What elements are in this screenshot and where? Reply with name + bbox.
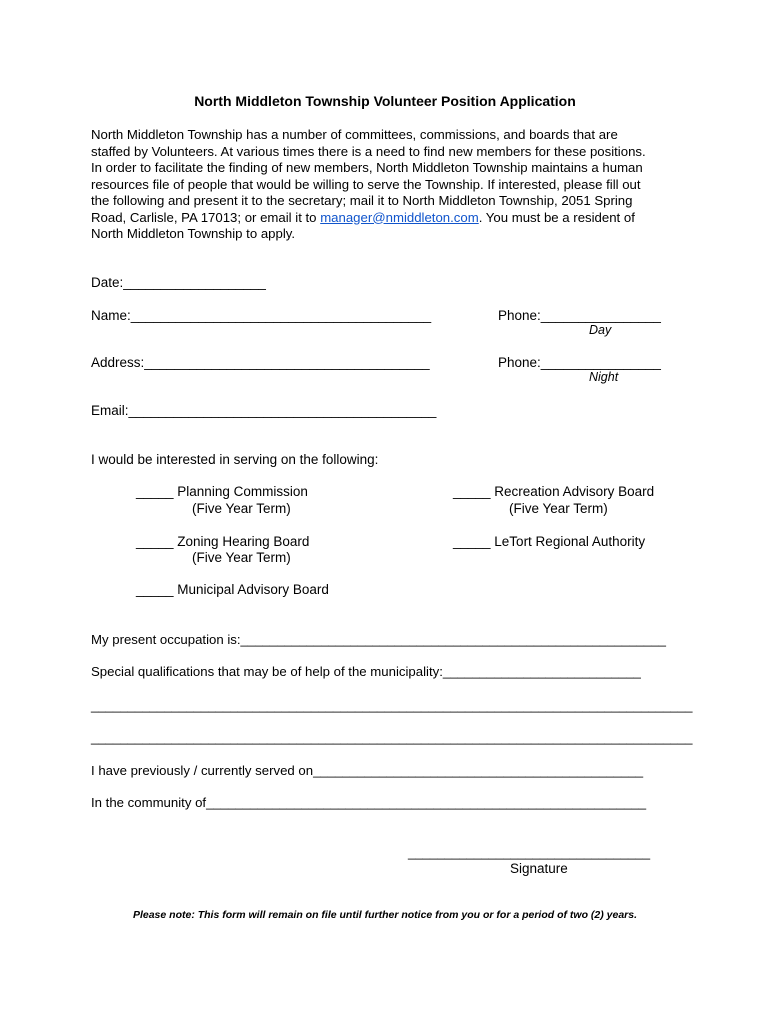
intro-line — [91, 210, 691, 227]
zoning-term: (Five Year Term) — [192, 550, 291, 565]
planning-term: (Five Year Term) — [192, 501, 291, 516]
footer-note: Please note: This form will remain on file until further notice from you or for a period of two (2) years. — [132, 909, 638, 921]
planning-commission-option[interactable]: _____ Planning Commission — [136, 484, 308, 499]
community-field[interactable]: In the community of____________________________________________________________ — [91, 795, 647, 810]
qualifications-line-1[interactable]: __________________________________________________________________________________ — [91, 698, 693, 713]
intro-line: North Middleton Township has a number of committees, commissions, and boards that are — [91, 127, 618, 142]
phone-night-label: Night — [589, 370, 619, 384]
email-link[interactable]: manager@nmiddleton.com — [320, 209, 479, 225]
intro-line: staffed by Volunteers. At various times there is a need to find new members for these positions. — [91, 143, 646, 159]
page-title: North Middleton Township Volunteer Position Application — [194, 93, 576, 109]
intro-line: resources file of people that would be willing to serve the Township. If interested, please fill out — [91, 176, 641, 192]
address-field[interactable]: Address:______________________________________ — [91, 355, 430, 370]
recreation-advisory-option[interactable]: _____ Recreation Advisory Board — [453, 484, 655, 499]
signature-label: Signature — [510, 861, 568, 876]
served-on-field[interactable]: I have previously / currently served on_____________________________________________ — [91, 763, 644, 778]
intro-line: In order to facilitate the finding of new members, North Middleton Township maintains a human — [91, 160, 643, 175]
qualifications-field[interactable]: Special qualifications that may be of help of the municipality:___________________________ — [91, 664, 641, 679]
zoning-hearing-option[interactable]: _____ Zoning Hearing Board — [136, 534, 310, 549]
phone-day-label: Day — [589, 323, 612, 337]
interest-heading: I would be interested in serving on the following: — [91, 452, 379, 467]
letort-authority-option[interactable]: _____ LeTort Regional Authority — [453, 534, 646, 549]
date-field[interactable]: Date:___________________ — [91, 275, 266, 290]
municipal-advisory-option[interactable]: _____ Municipal Advisory Board — [136, 582, 329, 597]
occupation-field[interactable]: My present occupation is:__________________________________________________________ — [91, 632, 666, 647]
intro-paragraph — [91, 127, 691, 243]
intro-line: the following and present it to the secretary; mail it to North Middleton Township, 2051 Spring — [91, 193, 633, 208]
intro-text: . You must be a resident of — [478, 209, 635, 225]
recreation-term: (Five Year Term) — [509, 501, 608, 516]
qualifications-line-2[interactable]: __________________________________________________________________________________ — [91, 730, 693, 745]
name-field[interactable]: Name:________________________________________ — [91, 308, 432, 323]
signature-line[interactable]: _________________________________ — [408, 845, 651, 860]
phone-day-field[interactable]: Phone:________________ — [498, 308, 661, 323]
intro-line: North Middleton Township to apply. — [91, 226, 296, 241]
phone-night-field[interactable]: Phone:________________ — [498, 355, 661, 370]
email-field[interactable]: Email:_________________________________________ — [91, 403, 437, 418]
intro-text: Road, Carlisle, PA 17013; or email it to — [91, 209, 321, 225]
